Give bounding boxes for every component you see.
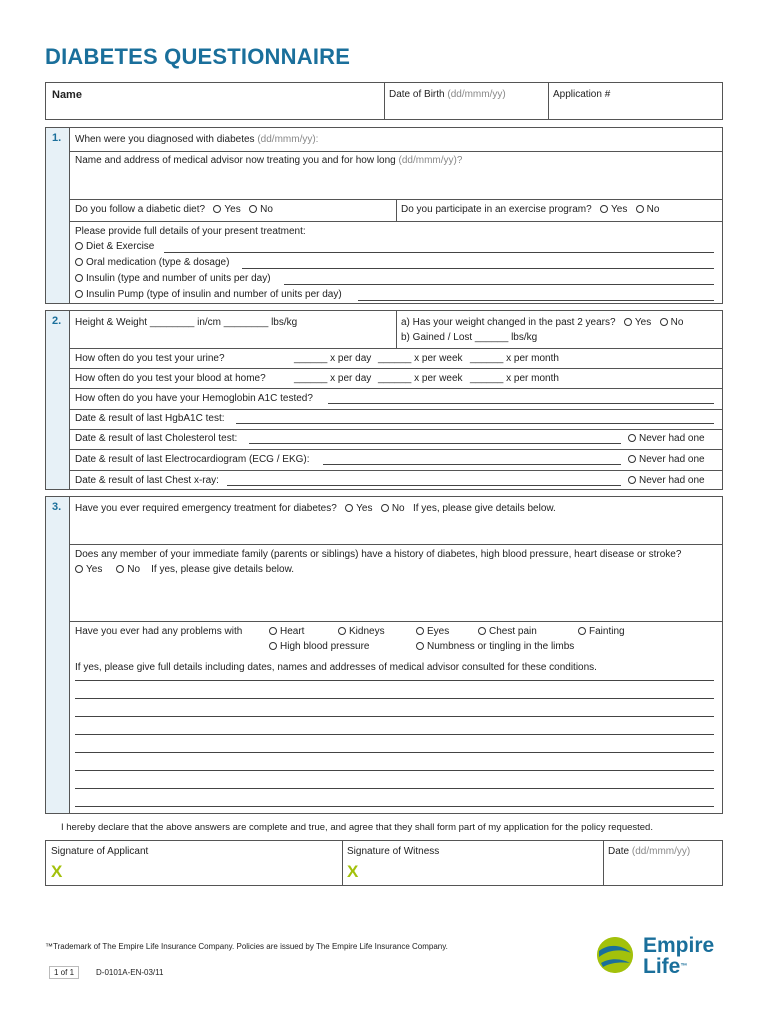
details-line[interactable]: [75, 698, 714, 699]
page-number: 1 of 1: [49, 966, 79, 979]
witness-signature-x[interactable]: X: [347, 862, 359, 881]
problem-option: Kidneys: [338, 626, 385, 637]
diet-yes-radio[interactable]: [213, 205, 221, 213]
name-label: Name: [52, 89, 82, 101]
page-title: DIABETES QUESTIONNAIRE: [45, 44, 351, 69]
section-number: 1.: [46, 128, 70, 303]
cholesterol-line[interactable]: [249, 443, 621, 444]
weight-change-yes-radio[interactable]: [624, 318, 632, 326]
logo-wordmark-line2: Life™: [643, 955, 688, 978]
declaration-text: I hereby declare that the above answers are complete and true, and agree that they shall form part of my application for the policy requested.: [61, 822, 653, 833]
cholesterol-question: Date & result of last Cholesterol test:: [75, 433, 238, 444]
xray-question: Date & result of last Chest x-ray:: [75, 475, 219, 486]
diagnosed-question: When were you diagnosed with diabetes (dd/mmm/yy):: [75, 134, 319, 145]
details-line[interactable]: [75, 734, 714, 735]
details-line[interactable]: [75, 788, 714, 789]
treatment-line[interactable]: [164, 252, 714, 253]
details-line[interactable]: [75, 752, 714, 753]
blood-per-month: ______ x per month: [470, 373, 559, 384]
application-number-label: Application #: [553, 89, 611, 100]
witness-signature-label: Signature of Witness: [347, 846, 440, 857]
insulin-pump-radio[interactable]: [75, 290, 83, 298]
blood-per-day: ______ x per day: [294, 373, 372, 384]
family-yes-radio[interactable]: [75, 565, 83, 573]
treatment-option: Insulin (type and number of units per day): [75, 273, 271, 284]
name-field[interactable]: [86, 111, 376, 112]
hgb-frequency-question: How often do you have your Hemoglobin A1C tested?: [75, 393, 313, 404]
dob-label-text: Date of Birth: [389, 89, 445, 100]
family-history-options: Yes No If yes, please give details below.: [75, 564, 294, 575]
emergency-question: Have you ever required emergency treatment for diabetes? Yes No If yes, please give details below.: [75, 503, 556, 514]
divider: [548, 83, 549, 119]
treatment-heading: Please provide full details of your present treatment:: [75, 226, 306, 237]
exercise-no-radio[interactable]: [636, 205, 644, 213]
family-history-question: Does any member of your immediate family (parents or siblings) have a history of diabetes, high blood pressure, heart disease or stroke?: [75, 549, 682, 560]
divider: [603, 841, 604, 885]
urine-per-week: ______ x per week: [378, 353, 463, 364]
emergency-no-radio[interactable]: [381, 504, 389, 512]
treatment-option: Insulin Pump (type of insulin and number of units per day): [75, 289, 342, 300]
treatment-option: Oral medication (type & dosage): [75, 257, 229, 268]
problem-option: Eyes: [416, 626, 449, 637]
blood-test-question: How often do you test your blood at home?: [75, 373, 266, 384]
section-number: 3.: [46, 497, 70, 813]
section-1: [45, 127, 723, 304]
problem-option: Heart: [269, 626, 304, 637]
weight-change-no-radio[interactable]: [660, 318, 668, 326]
problem-option: High blood pressure: [269, 641, 370, 652]
xray-never: Never had one: [628, 475, 705, 486]
form-code: D-0101A-EN-03/11: [96, 968, 164, 977]
dob-label: [389, 89, 506, 100]
family-no-radio[interactable]: [116, 565, 124, 573]
section-2: [45, 310, 723, 490]
eyes-radio[interactable]: [416, 627, 424, 635]
cholesterol-never: Never had one: [628, 433, 705, 444]
gained-lost: b) Gained / Lost ______ lbs/kg: [401, 332, 538, 343]
problems-details-instruction: If yes, please give full details including dates, names and addresses of medical advisor consulted for these conditions.: [75, 662, 597, 673]
exercise-question: Do you participate in an exercise program? Yes No: [401, 204, 660, 215]
applicant-info-box: [45, 82, 723, 120]
problems-question: Have you ever had any problems with: [75, 626, 243, 637]
chest-pain-radio[interactable]: [478, 627, 486, 635]
xray-never-radio[interactable]: [628, 476, 636, 484]
diet-no-radio[interactable]: [249, 205, 257, 213]
ecg-question: Date & result of last Electrocardiogram (ECG / EKG):: [75, 454, 310, 465]
treatment-line[interactable]: [358, 300, 714, 301]
urine-test-question: How often do you test your urine?: [75, 353, 225, 364]
insulin-radio[interactable]: [75, 274, 83, 282]
xray-line[interactable]: [227, 485, 621, 486]
divider: [396, 311, 397, 348]
heart-radio[interactable]: [269, 627, 277, 635]
advisor-question: Name and address of medical advisor now treating you and for how long (dd/mmm/yy)?: [75, 155, 463, 166]
trademark-text: ™Trademark of The Empire Life Insurance Company. Policies are issued by The Empire Life Insurance Company.: [45, 942, 448, 951]
empire-life-logo-icon: [597, 937, 633, 973]
divider: [342, 841, 343, 885]
exercise-yes-radio[interactable]: [600, 205, 608, 213]
hgb-result-question: Date & result of last HgbA1C test:: [75, 413, 225, 424]
details-line[interactable]: [75, 716, 714, 717]
urine-per-day: ______ x per day: [294, 353, 372, 364]
logo-wordmark-line1: Empire: [643, 934, 715, 957]
dob-format: (dd/mmm/yy): [447, 89, 506, 100]
applicant-signature-x[interactable]: X: [51, 862, 63, 881]
blood-per-week: ______ x per week: [378, 373, 463, 384]
oral-medication-radio[interactable]: [75, 258, 83, 266]
signature-date-label: Date (dd/mmm/yy): [608, 846, 691, 857]
details-line[interactable]: [75, 680, 714, 681]
hgb-frequency-line[interactable]: [328, 403, 714, 404]
divider: [396, 199, 397, 221]
weight-change-question: a) Has your weight changed in the past 2 years? Yes No: [401, 317, 684, 328]
kidneys-radio[interactable]: [338, 627, 346, 635]
treatment-option: Diet & Exercise: [75, 241, 154, 252]
signature-box: [45, 840, 723, 886]
problem-option: Numbness or tingling in the limbs: [416, 641, 574, 652]
numbness-radio[interactable]: [416, 642, 424, 650]
treatment-line[interactable]: [242, 268, 714, 269]
applicant-signature-label: Signature of Applicant: [51, 846, 149, 857]
section-3: [45, 496, 723, 814]
details-line[interactable]: [75, 806, 714, 807]
divider: [384, 83, 385, 119]
details-line[interactable]: [75, 770, 714, 771]
urine-per-month: ______ x per month: [470, 353, 559, 364]
treatment-line[interactable]: [284, 284, 714, 285]
problem-option: Fainting: [578, 626, 625, 637]
height-weight: Height & Weight ________ in/cm ________ lbs/kg: [75, 317, 298, 328]
diet-question: Do you follow a diabetic diet? Yes No: [75, 204, 273, 215]
ecg-line[interactable]: [323, 464, 621, 465]
diet-exercise-radio[interactable]: [75, 242, 83, 250]
ecg-never-radio[interactable]: [628, 455, 636, 463]
cholesterol-never-radio[interactable]: [628, 434, 636, 442]
problem-option: Chest pain: [478, 626, 537, 637]
ecg-never: Never had one: [628, 454, 705, 465]
emergency-yes-radio[interactable]: [345, 504, 353, 512]
high-blood-pressure-radio[interactable]: [269, 642, 277, 650]
fainting-radio[interactable]: [578, 627, 586, 635]
section-number: 2.: [46, 311, 70, 489]
hgb-result-line[interactable]: [236, 423, 714, 424]
